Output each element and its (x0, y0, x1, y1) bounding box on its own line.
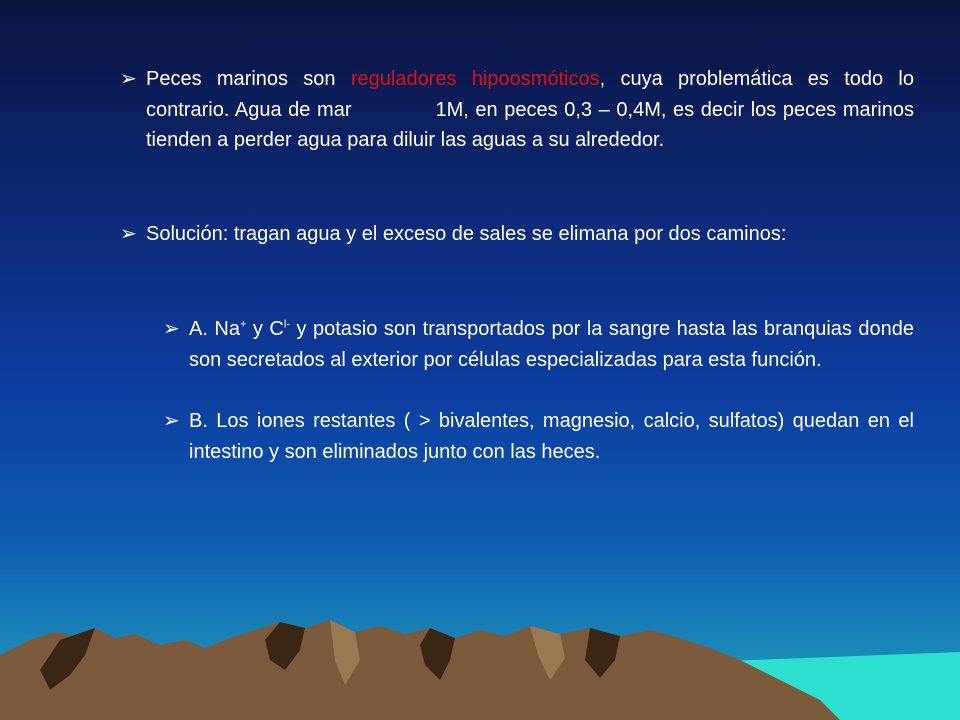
bullet-text (189, 314, 914, 375)
arrow-bullet-icon: ➢ (120, 223, 137, 245)
arrow-bullet-icon: ➢ (120, 68, 137, 90)
bullet-text-part: Peces marinos son (146, 68, 351, 90)
bullet-text (146, 64, 914, 156)
mountain-range (0, 620, 840, 720)
bullet-item-solution (120, 219, 914, 250)
bullet-text-part: A. Na (189, 318, 240, 340)
bullet-text: Solución: tragan agua y el exceso de sales se elimana por dos caminos: (146, 223, 787, 245)
bullet-text-part: y C (246, 318, 284, 340)
sub-bullet-item-b (163, 406, 914, 467)
arrow-bullet-icon: ➢ (163, 318, 180, 340)
bullet-text-part: 1M, en peces 0,3 – 0,4M, es decir los peces marinos tienden a perder agua para diluir las aguas a su alrededor. (146, 98, 914, 151)
bullet-text-part: y potasio son transportados por la sangre hasta las branquias donde son secretados al exterior por células especializadas para esta función. (189, 318, 914, 371)
mountain-landscape (0, 600, 960, 720)
sub-bullet-item-a (163, 314, 914, 375)
superscript: + (239, 318, 247, 331)
bullet-text-part: , cuya problemática es todo lo contrario. Agua de mar (146, 68, 914, 121)
superscript: l- (283, 318, 290, 331)
bullet-item-marine-fish (120, 64, 914, 156)
arrow-bullet-icon: ➢ (163, 410, 180, 432)
bullet-text: B. Los iones restantes ( > bivalentes, magnesio, calcio, sulfatos) quedan en el intestino y son eliminados junto con las heces. (189, 410, 914, 463)
highlight-term: reguladores hipoosmóticos (350, 68, 600, 90)
